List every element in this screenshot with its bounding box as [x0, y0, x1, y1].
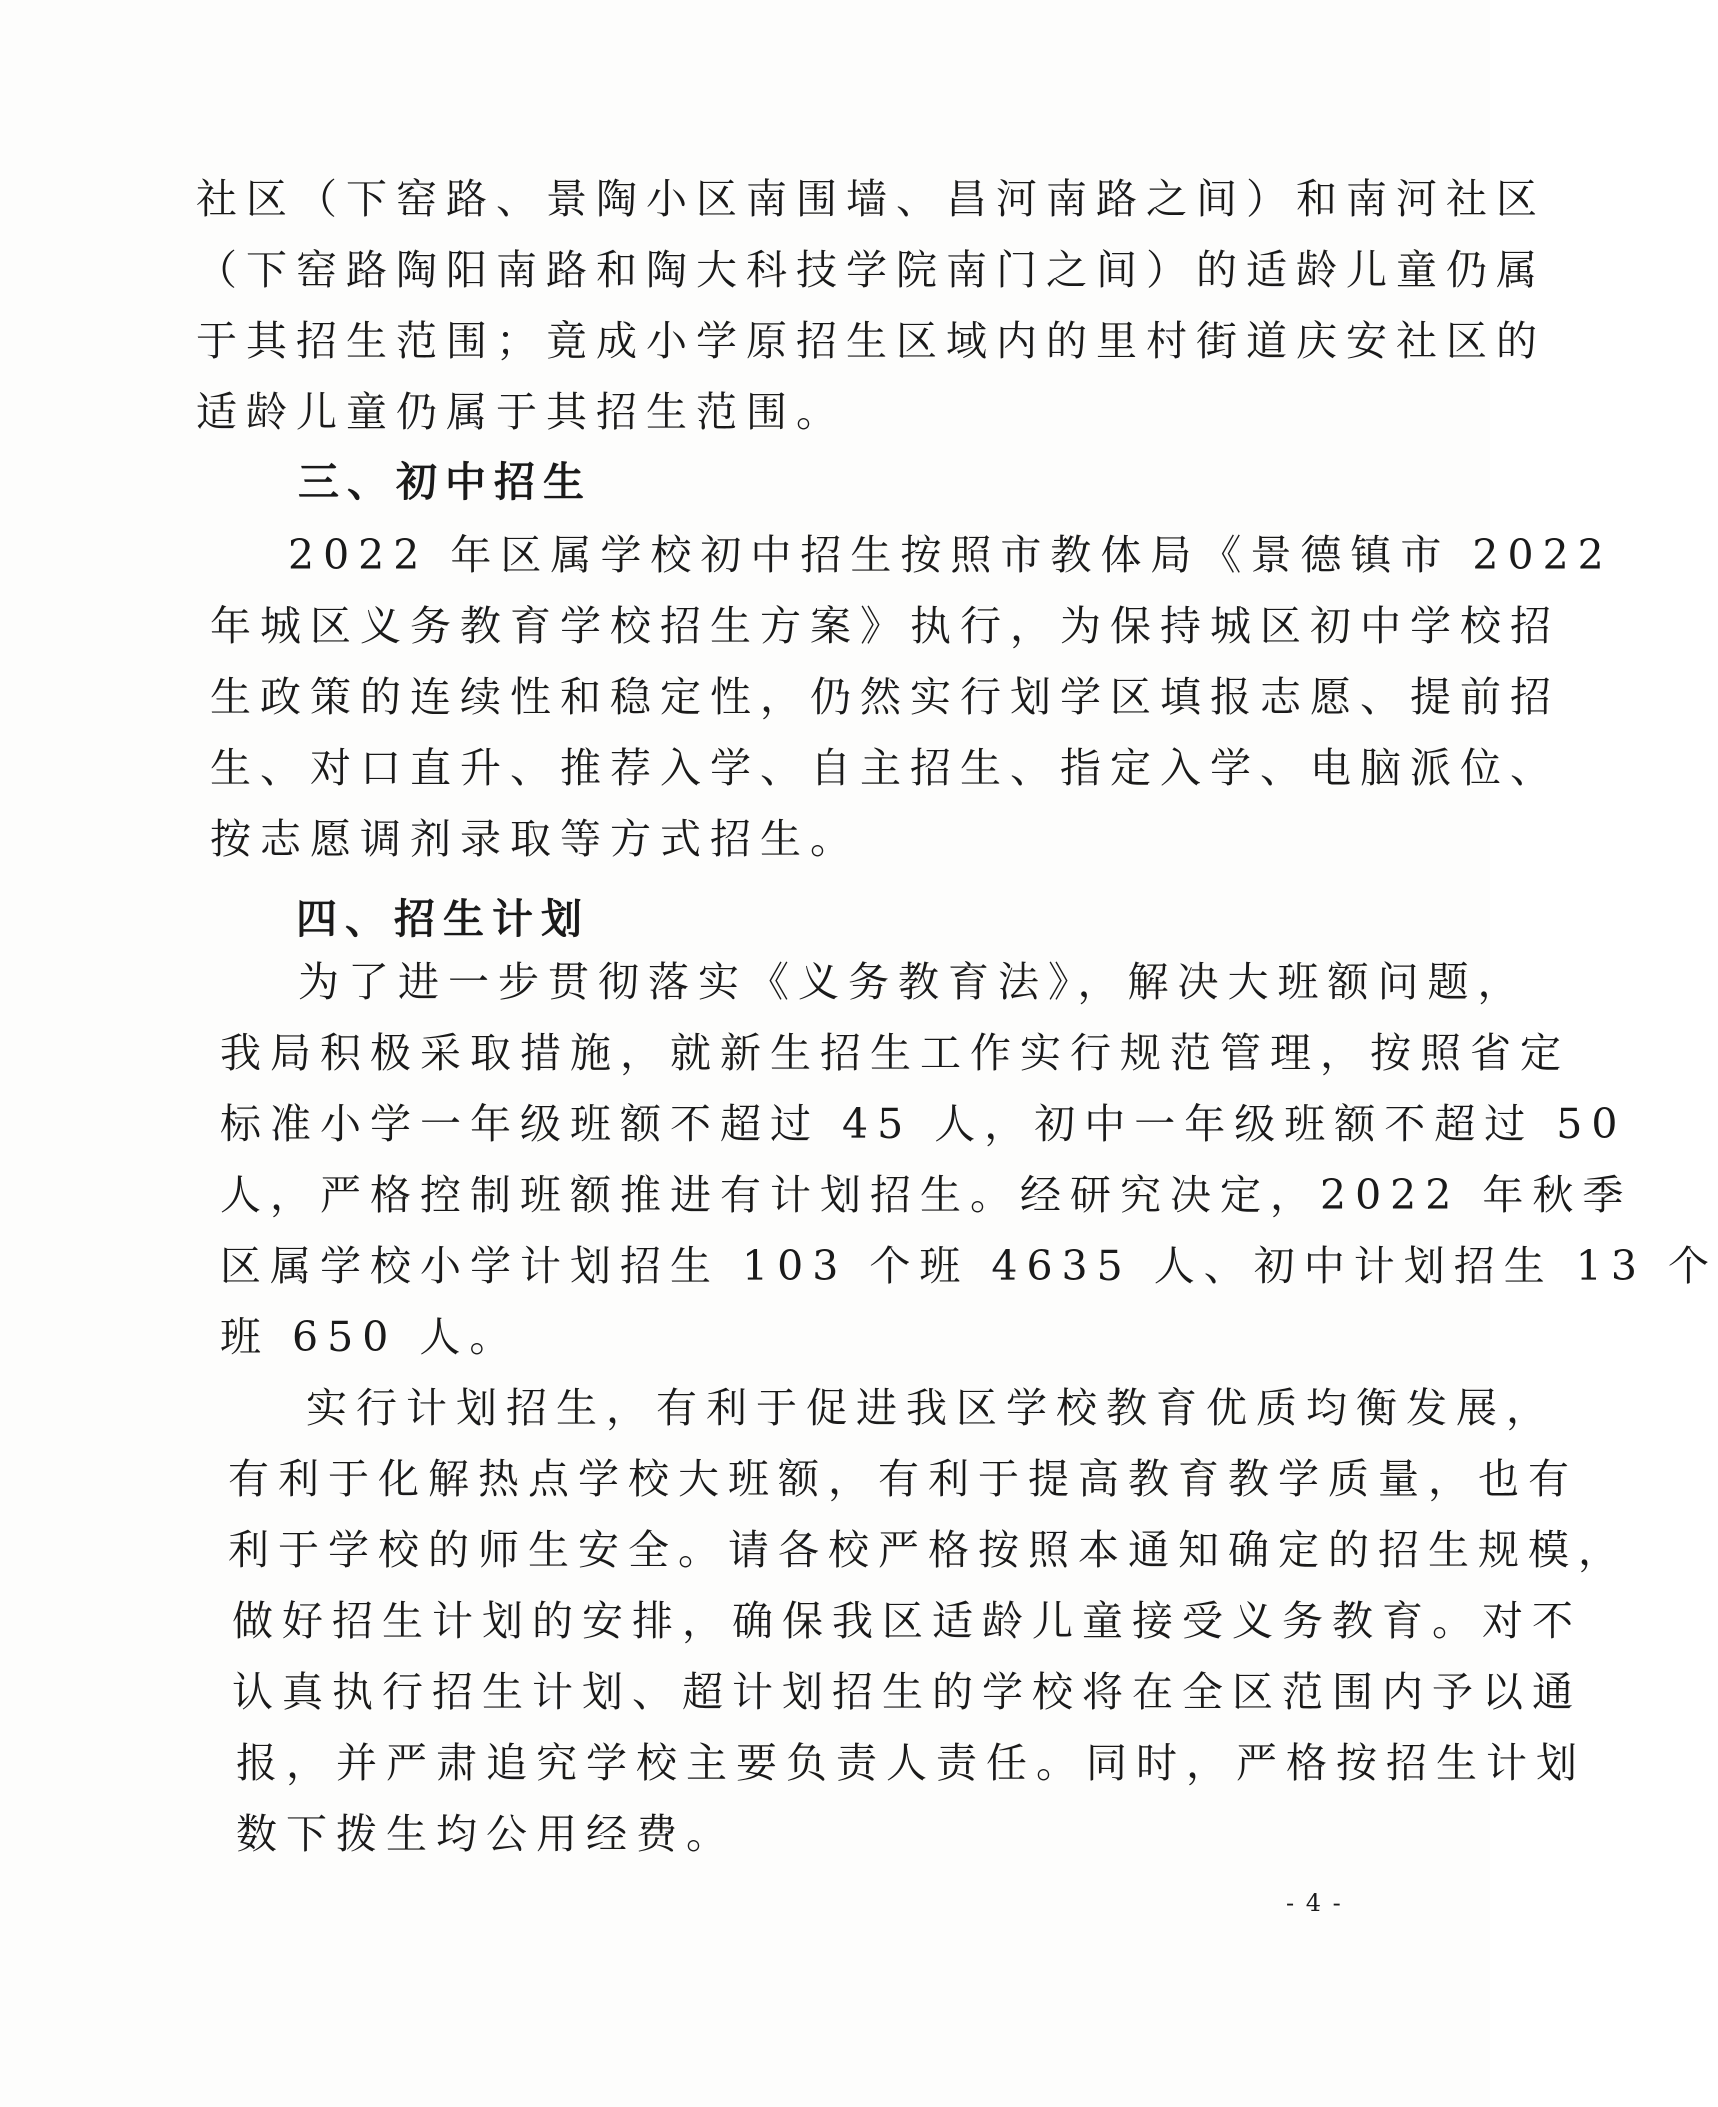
text-line: 认真执行招生计划、超计划招生的学校将在全区范围内予以通 — [232, 1668, 1582, 1716]
text-line: 数下拨生均公用经费。 — [236, 1810, 736, 1858]
page-number: - 4 - — [1286, 1889, 1343, 1917]
text-line: 做好招生计划的安排，确保我区适龄儿童接受义务教育。对不 — [232, 1597, 1582, 1645]
text-line: 2022 年区属学校初中招生按照市教体局《景德镇市 2022 — [288, 531, 1613, 579]
text-line: 有利于化解热点学校大班额，有利于提高教育教学质量，也有 — [228, 1455, 1578, 1503]
text-line: 报，并严肃追究学校主要负责人责任。同时，严格按招生计划 — [236, 1739, 1586, 1787]
text-line: 实行计划招生，有利于促进我区学校教育优质均衡发展， — [306, 1384, 1556, 1432]
text-line: 按志愿调剂录取等方式招生。 — [210, 815, 860, 863]
text-line: 班 650 人。 — [220, 1313, 520, 1361]
text-line: 利于学校的师生安全。请各校严格按照本通知确定的招生规模， — [228, 1526, 1628, 1574]
text-line: 生、对口直升、推荐入学、自主招生、指定入学、电脑派位、 — [210, 744, 1560, 792]
text-line: 适龄儿童仍属于其招生范围。 — [196, 388, 846, 436]
section-heading-4: 四、招生计划 — [296, 895, 590, 943]
text-line: 区属学校小学计划招生 103 个班 4635 人、初中计划招生 13 个 — [220, 1242, 1718, 1290]
text-line: 标准小学一年级班额不超过 45 人，初中一年级班额不超过 50 — [220, 1100, 1627, 1148]
text-line: 生政策的连续性和稳定性，仍然实行划学区填报志愿、提前招 — [210, 673, 1560, 721]
text-line: 于其招生范围；竟成小学原招生区域内的里村街道庆安社区的 — [196, 317, 1546, 365]
text-line: 我局积极采取措施，就新生招生工作实行规范管理，按照省定 — [220, 1029, 1570, 1077]
text-line: （下窑路陶阳南路和陶大科技学院南门之间）的适龄儿童仍属 — [196, 246, 1546, 294]
text-line: 年城区义务教育学校招生方案》执行，为保持城区初中学校招 — [210, 602, 1560, 650]
text-line: 人，严格控制班额推进有计划招生。经研究决定，2022 年秋季 — [220, 1171, 1633, 1219]
section-heading-3: 三、初中招生 — [298, 458, 592, 506]
text-line: 社区（下窑路、景陶小区南围墙、昌河南路之间）和南河社区 — [196, 175, 1546, 223]
text-line: 为了进一步贯彻落实《义务教育法》，解决大班额问题， — [298, 958, 1528, 1006]
